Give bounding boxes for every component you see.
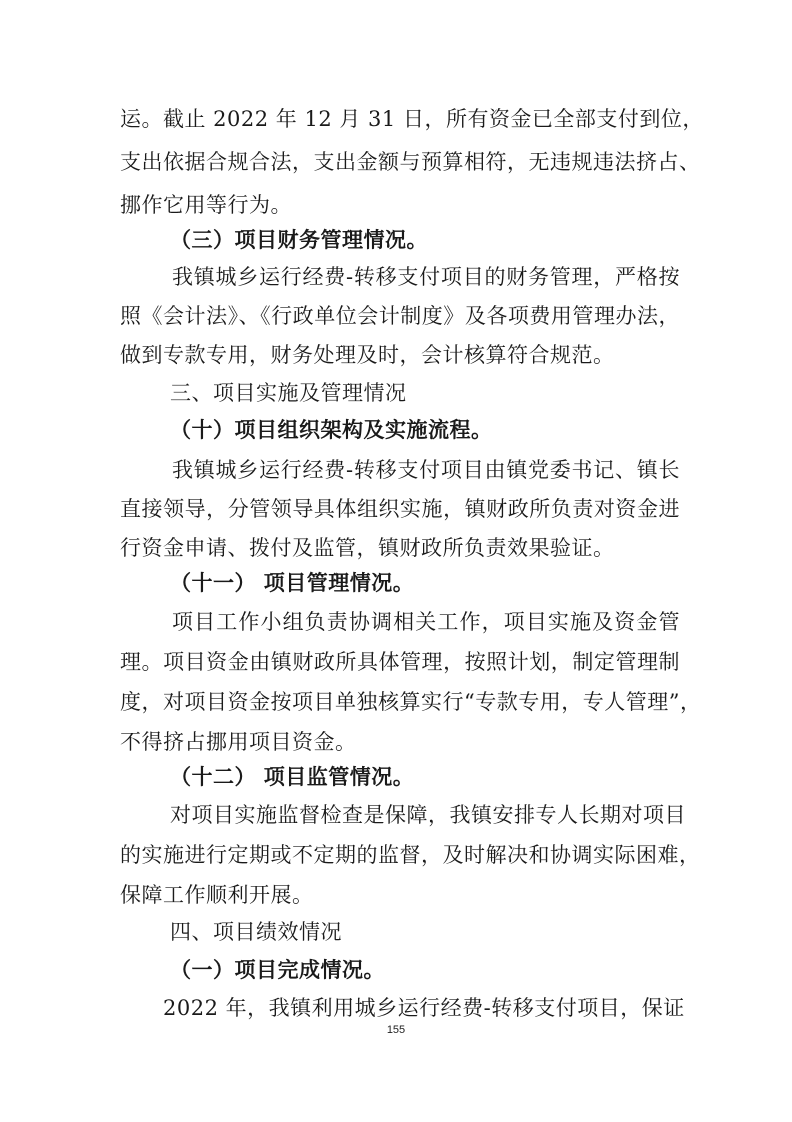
- section-heading: （十）项目组织架构及实施流程。: [170, 417, 493, 442]
- chapter-heading: 三、项目实施及管理情况: [170, 381, 407, 405]
- paragraph-line: 直接领导，分管领导具体组织实施，镇财政所负责对资金进: [120, 497, 680, 521]
- section-heading: （十一） 项目管理情况。: [170, 570, 415, 595]
- paragraph-line: 对项目实施监督检查是保障，我镇安排专人长期对项目: [170, 803, 686, 827]
- paragraph-line: 运。截止 2022 年 12 月 31 日，所有资金已全部支付到位，: [120, 107, 704, 131]
- paragraph-line: 项目工作小组负责协调相关工作，项目实施及资金管: [172, 610, 680, 634]
- paragraph-line: 照《会计法》、《行政单位会计制度》及各项费用管理办法，: [120, 304, 680, 328]
- paragraph-line: 我镇城乡运行经费-转移支付项目的财务管理，严格按: [172, 265, 680, 289]
- paragraph-line: 度，对项目资金按项目单独核算实行“专款专用，专人管理”，: [120, 690, 702, 714]
- paragraph-line: 做到专款专用，财务处理及时，会计核算符合规范。: [120, 343, 615, 367]
- section-heading: （十二） 项目监管情况。: [170, 764, 415, 789]
- section-heading: （三）项目财务管理情况。: [170, 227, 428, 252]
- paragraph-line: 的实施进行定期或不定期的监督，及时解决和协调实际困难，: [120, 843, 701, 867]
- paragraph-line: 2022 年，我镇利用城乡运行经费-转移支付项目，保证: [163, 996, 685, 1020]
- section-heading: （一）项目完成情况。: [170, 957, 385, 982]
- paragraph-line: 挪作它用等行为。: [120, 193, 292, 217]
- page-number: 155: [386, 1024, 406, 1036]
- paragraph-line: 理。项目资金由镇财政所具体管理，按照计划，制定管理制: [120, 650, 680, 674]
- paragraph-line: 行资金申请、拨付及监管，镇财政所负责效果验证。: [120, 536, 615, 560]
- paragraph-line: 不得挤占挪用项目资金。: [120, 730, 357, 754]
- chapter-heading: 四、项目绩效情况: [170, 920, 342, 944]
- paragraph-line: 支出依据合规合法，支出金额与预算相符，无违规违法挤占、: [120, 150, 701, 174]
- paragraph-line: 我镇城乡运行经费-转移支付项目由镇党委书记、镇长: [172, 458, 680, 482]
- paragraph-line: 保障工作顺利开展。: [120, 883, 314, 907]
